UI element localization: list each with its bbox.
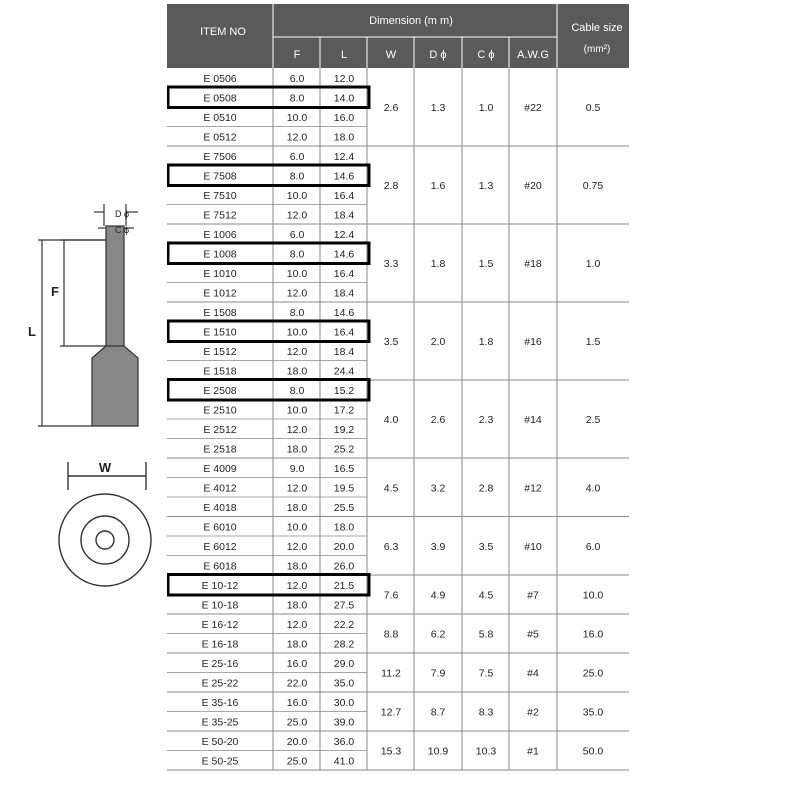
- l-cell: 35.0: [333, 677, 355, 690]
- header-cable-size: Cable size: [571, 22, 623, 34]
- f-cell: 12.0: [286, 131, 308, 144]
- f-cell: 10.0: [286, 404, 308, 417]
- item-no-cell: E 2508: [203, 385, 237, 397]
- cable-size-cell: 4.0: [585, 482, 601, 495]
- item-no-cell: E 2518: [203, 443, 237, 456]
- item-no-cell: E 7506: [203, 151, 237, 163]
- end-inner-circle: [96, 531, 114, 549]
- c-cell: 2.8: [478, 482, 494, 495]
- l-cell: 16.4: [333, 190, 355, 202]
- f-cell: 18.0: [286, 560, 308, 573]
- f-cell: 22.0: [286, 677, 308, 690]
- item-no-cell: E 7508: [203, 170, 237, 183]
- l-cell: 18.0: [333, 521, 355, 534]
- l-cell: 36.0: [333, 736, 355, 748]
- f-cell: 8.0: [289, 170, 305, 183]
- f-cell: 16.0: [286, 697, 308, 709]
- f-cell: 10.0: [286, 521, 308, 534]
- awg-cell: #7: [527, 589, 539, 602]
- item-no-cell: E 1010: [203, 268, 237, 280]
- d-cell: 6.2: [430, 628, 446, 641]
- item-no-cell: E 16-18: [201, 638, 239, 651]
- subheader-l: L: [340, 49, 348, 61]
- item-no-cell: E 0508: [203, 92, 237, 105]
- c-cell: 4.5: [478, 589, 494, 602]
- w-cell: 3.3: [383, 258, 399, 270]
- l-cell: 27.5: [333, 599, 355, 612]
- f-cell: 10.0: [286, 112, 308, 124]
- l-cell: 18.0: [333, 131, 355, 144]
- d-label: D ϕ: [114, 209, 130, 219]
- subheader-awg: A.W.G: [517, 49, 549, 61]
- l-cell: 24.4: [333, 365, 355, 378]
- c-cell: 7.5: [478, 667, 494, 680]
- item-no-cell: E 50-25: [201, 755, 239, 768]
- item-no-cell: E 1006: [203, 229, 237, 241]
- item-no-cell: E 16-12: [201, 619, 239, 631]
- f-cell: 8.0: [289, 307, 305, 319]
- l-label: L: [28, 324, 36, 339]
- c-cell: 1.8: [478, 336, 494, 348]
- awg-cell: #4: [527, 667, 539, 680]
- item-no-cell: E 6018: [203, 560, 237, 573]
- l-cell: 12.4: [333, 151, 355, 163]
- l-cell: 14.6: [333, 307, 355, 319]
- c-cell: 1.3: [478, 180, 494, 192]
- l-cell: 15.2: [333, 385, 355, 397]
- cable-size-cell: 1.0: [585, 258, 601, 270]
- l-cell: 17.2: [333, 404, 355, 417]
- cable-size-cell: 2.5: [585, 414, 601, 426]
- awg-cell: #20: [524, 180, 542, 192]
- w-cell: 2.6: [383, 102, 399, 114]
- header-cable-unit: (mm²): [583, 44, 611, 55]
- c-cell: 10.3: [475, 745, 497, 758]
- f-cell: 9.0: [289, 463, 305, 475]
- d-cell: 3.2: [430, 482, 446, 495]
- w-cell: 4.5: [383, 482, 399, 495]
- subheader-c: C ϕ: [477, 49, 495, 61]
- awg-cell: #1: [527, 745, 539, 758]
- l-cell: 20.0: [333, 541, 355, 553]
- l-cell: 29.0: [333, 658, 355, 670]
- c-label: C ϕ: [114, 225, 130, 235]
- table-body: [167, 68, 629, 770]
- item-no-cell: E 2512: [203, 424, 237, 436]
- ferrule-collar: [92, 346, 138, 426]
- w-cell: 6.3: [383, 540, 399, 553]
- item-no-cell: E 10-12: [201, 580, 239, 592]
- f-cell: 25.0: [286, 716, 308, 729]
- item-no-cell: E 35-16: [201, 697, 239, 709]
- f-cell: 8.0: [289, 248, 305, 261]
- l-cell: 12.0: [333, 73, 355, 85]
- header-item-no: ITEM NO: [200, 26, 246, 38]
- cable-size-cell: 0.5: [585, 102, 601, 114]
- f-cell: 18.0: [286, 638, 308, 651]
- item-no-cell: E 7512: [203, 209, 237, 222]
- awg-cell: #14: [524, 414, 542, 426]
- item-no-cell: E 6010: [203, 521, 237, 534]
- d-cell: 4.9: [430, 589, 446, 602]
- item-no-cell: E 25-16: [201, 658, 239, 670]
- item-no-cell: E 10-18: [201, 599, 239, 612]
- f-cell: 12.0: [286, 209, 308, 222]
- f-cell: 6.0: [289, 151, 305, 163]
- f-cell: 12.0: [286, 619, 308, 631]
- f-cell: 12.0: [286, 541, 308, 553]
- l-cell: 18.4: [333, 209, 355, 222]
- w-cell: 12.7: [380, 706, 402, 719]
- ferrule-end-view: [59, 462, 151, 586]
- l-cell: 16.4: [333, 268, 355, 280]
- l-cell: 22.2: [333, 619, 355, 631]
- f-cell: 20.0: [286, 736, 308, 748]
- d-cell: 1.8: [430, 258, 446, 270]
- l-cell: 21.5: [333, 580, 355, 592]
- item-no-cell: E 0506: [203, 73, 237, 85]
- subheader-f: F: [293, 49, 301, 61]
- l-cell: 30.0: [333, 697, 355, 709]
- w-cell: 4.0: [383, 414, 399, 426]
- c-cell: 3.5: [478, 540, 494, 553]
- end-middle-circle: [81, 516, 129, 564]
- l-cell: 16.4: [333, 326, 355, 339]
- l-cell: 14.0: [333, 92, 355, 105]
- cable-size-cell: 6.0: [585, 540, 601, 553]
- f-cell: 16.0: [286, 658, 308, 670]
- end-outer-circle: [59, 494, 151, 586]
- ferrule-side-view: [38, 204, 138, 426]
- awg-cell: #22: [524, 102, 542, 114]
- l-cell: 14.6: [333, 248, 355, 261]
- f-label: F: [51, 284, 59, 299]
- f-cell: 25.0: [286, 755, 308, 768]
- item-no-cell: E 1508: [203, 307, 237, 319]
- w-cell: 2.8: [383, 180, 399, 192]
- f-cell: 6.0: [289, 73, 305, 85]
- cable-size-cell: 35.0: [582, 706, 604, 719]
- awg-cell: #12: [524, 482, 542, 495]
- c-cell: 2.3: [478, 414, 494, 426]
- l-cell: 28.2: [333, 638, 355, 651]
- d-cell: 7.9: [430, 667, 446, 680]
- d-cell: 1.3: [430, 102, 446, 114]
- item-no-cell: E 1518: [203, 365, 237, 378]
- awg-cell: #2: [527, 706, 539, 719]
- awg-cell: #18: [524, 258, 542, 270]
- l-cell: 14.6: [333, 170, 355, 183]
- l-cell: 18.4: [333, 287, 355, 300]
- l-cell: 25.2: [333, 443, 355, 456]
- cable-size-cell: 50.0: [582, 745, 604, 758]
- c-cell: 8.3: [478, 706, 494, 719]
- f-cell: 10.0: [286, 326, 308, 339]
- awg-cell: #16: [524, 336, 542, 348]
- item-no-cell: E 2510: [203, 404, 237, 417]
- ferrule-diagram: [10, 190, 170, 610]
- f-cell: 18.0: [286, 599, 308, 612]
- d-cell: 1.6: [430, 180, 446, 192]
- l-cell: 39.0: [333, 716, 355, 729]
- item-no-cell: E 35-25: [201, 716, 239, 729]
- cable-size-cell: 25.0: [582, 667, 604, 680]
- cable-size-cell: 10.0: [582, 589, 604, 602]
- cable-size-cell: 0.75: [582, 180, 604, 192]
- item-no-cell: E 25-22: [201, 677, 239, 690]
- awg-cell: #10: [524, 540, 542, 553]
- item-no-cell: E 4012: [203, 482, 237, 495]
- c-cell: 1.0: [478, 102, 494, 114]
- cable-size-cell: 1.5: [585, 336, 601, 348]
- item-no-cell: E 50-20: [201, 736, 239, 748]
- c-cell: 5.8: [478, 628, 494, 641]
- f-cell: 8.0: [289, 385, 305, 397]
- f-cell: 8.0: [289, 92, 305, 105]
- w-cell: 11.2: [381, 667, 401, 680]
- l-cell: 16.0: [333, 112, 355, 124]
- l-cell: 41.0: [333, 755, 355, 768]
- f-cell: 6.0: [289, 229, 305, 241]
- d-cell: 8.7: [430, 706, 446, 719]
- cable-size-cell: 16.0: [582, 628, 604, 641]
- d-cell: 3.9: [430, 540, 446, 553]
- f-cell: 18.0: [286, 443, 308, 456]
- c-cell: 1.5: [478, 258, 494, 270]
- item-no-cell: E 6012: [203, 541, 237, 553]
- f-cell: 12.0: [286, 424, 308, 436]
- l-cell: 25.5: [333, 502, 355, 514]
- d-cell: 2.0: [430, 336, 446, 348]
- header-dimension: Dimension (m m): [369, 15, 453, 27]
- w-cell: 3.5: [383, 336, 399, 348]
- item-no-cell: E 1512: [203, 346, 237, 358]
- item-no-cell: E 4018: [203, 502, 237, 514]
- w-cell: 15.3: [380, 745, 402, 758]
- item-no-cell: E 7510: [203, 190, 237, 202]
- subheader-d: D ϕ: [429, 49, 447, 61]
- w-label: W: [98, 460, 112, 475]
- l-cell: 12.4: [333, 229, 355, 241]
- f-cell: 18.0: [286, 502, 308, 514]
- w-cell: 7.6: [383, 589, 399, 602]
- d-cell: 10.9: [427, 745, 449, 758]
- l-cell: 19.5: [333, 482, 355, 495]
- l-cell: 26.0: [333, 560, 355, 573]
- f-cell: 12.0: [286, 580, 308, 592]
- f-cell: 12.0: [286, 482, 308, 495]
- l-cell: 19.2: [333, 424, 355, 436]
- item-no-cell: E 0510: [203, 112, 237, 124]
- l-cell: 16.5: [333, 463, 355, 475]
- f-cell: 12.0: [286, 287, 308, 300]
- subheader-w: W: [385, 49, 397, 61]
- item-no-cell: E 1008: [203, 248, 237, 261]
- item-no-cell: E 0512: [203, 131, 237, 144]
- item-no-cell: E 1012: [203, 287, 237, 300]
- ferrule-sleeve: [106, 226, 124, 356]
- f-cell: 10.0: [286, 268, 308, 280]
- item-no-cell: E 1510: [203, 326, 237, 339]
- awg-cell: #5: [527, 628, 539, 641]
- w-cell: 8.8: [383, 628, 399, 641]
- f-cell: 10.0: [286, 190, 308, 202]
- d-cell: 2.6: [430, 414, 446, 426]
- spec-table: [167, 4, 629, 780]
- f-cell: 18.0: [286, 365, 308, 378]
- f-cell: 12.0: [286, 346, 308, 358]
- l-cell: 18.4: [333, 346, 355, 358]
- item-no-cell: E 4009: [203, 463, 237, 475]
